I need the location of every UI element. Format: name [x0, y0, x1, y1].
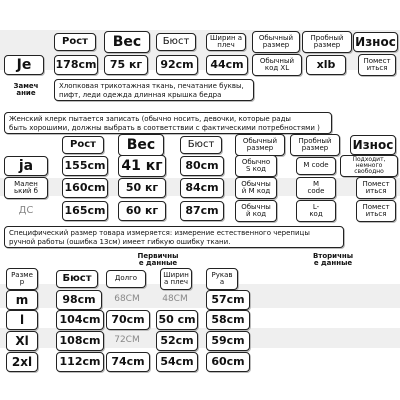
t2-row3-wear: Помест иться	[356, 200, 396, 222]
t2-row1-weight: 41 кг	[118, 155, 166, 177]
t3-header-size: Разме р	[6, 268, 38, 290]
t1-note-label: Замеч ание	[13, 81, 39, 97]
t1-wear-value: Помест иться	[358, 54, 396, 76]
t3-row2-shoulder: 50 cm	[156, 310, 198, 330]
t3-intro-text: Специфический размер товара измеряется: измерение естественного черепицы ручной работы (ошибка 13см) имеет гибкую ошибку ткани.	[4, 226, 344, 248]
t1-header-wear: Износ	[353, 32, 398, 52]
t3-header-shoulder: Ширин а плеч	[160, 268, 192, 290]
t2-row1-bust: 80cm	[180, 156, 224, 176]
t3-header-sleeve: Рукав а	[206, 268, 238, 290]
t2-header-height: Рост	[62, 136, 104, 154]
t3-group-primary: Первичны е данные	[137, 251, 179, 267]
t1-bust-value: 92cm	[156, 55, 198, 75]
t3-row4-size: 2xl	[6, 352, 38, 372]
t3-row1-shoulder: 48CM	[162, 294, 188, 305]
t3-row1-sleeve: 57cm	[206, 290, 250, 310]
t1-trial-size-value: xlb	[306, 55, 346, 75]
t3-row2-bust: 104cm	[56, 310, 104, 330]
t3-row1-length: 68CM	[114, 294, 140, 305]
t2-row3-trial: L- код	[296, 200, 336, 222]
t2-row2-bust: 84cm	[180, 178, 224, 198]
t2-header-wear: Износ	[350, 135, 396, 155]
t2-row2-name: Мален ький б	[4, 177, 48, 199]
t1-normal-size-value: Обычный код XL	[252, 54, 302, 76]
t1-header-bust: Бюст	[156, 33, 196, 51]
t2-intro-text: Женский клерк пытается записать (обычно носить, девочки, которые рады быть хорошими, должны выбрать в соответствии с фактическими потребностями )	[4, 112, 332, 134]
t2-row2-weight: 50 кг	[118, 178, 166, 198]
t2-row3-normal: Обычны й код	[235, 200, 277, 222]
t3-row3-bust: 108cm	[56, 331, 104, 351]
t2-row3-bust: 87cm	[180, 201, 224, 221]
t3-row4-length: 74cm	[106, 352, 150, 372]
t2-row1-name: ja	[4, 156, 48, 176]
t3-row1-bust: 98cm	[56, 290, 102, 310]
t1-weight-value: 75 кг	[104, 55, 148, 75]
t2-row2-height: 160cm	[62, 178, 108, 198]
t1-shoulder-value: 44cm	[206, 55, 248, 75]
t2-row3-name: ДС	[18, 204, 34, 216]
t2-row2-trial: M code	[296, 177, 336, 199]
t3-header-length: Долго	[106, 270, 146, 288]
t2-row1-wear: Подходит, немного свободно	[340, 155, 398, 177]
t2-header-bust: Бюст	[180, 136, 222, 154]
t3-row1-size: m	[6, 290, 38, 310]
t3-row4-sleeve: 60cm	[206, 352, 250, 372]
t3-row2-sleeve: 58cm	[206, 310, 250, 330]
t1-height-value: 178cm	[54, 55, 98, 75]
t3-group-secondary: Вторичны е данные	[312, 251, 354, 267]
t2-header-normal-size: Обычный размер	[235, 134, 285, 156]
t3-row3-sleeve: 59cm	[206, 331, 250, 351]
t1-model-name: Je	[4, 55, 44, 75]
t3-row3-size: Xl	[6, 331, 38, 351]
t3-row4-bust: 112cm	[56, 352, 104, 372]
t3-row2-length: 70cm	[106, 310, 150, 330]
t1-header-weight: Вес	[104, 31, 150, 53]
t2-header-weight: Вес	[118, 134, 164, 156]
t2-header-trial-size: Пробный размер	[290, 134, 340, 156]
t3-row4-shoulder: 54cm	[156, 352, 198, 372]
t1-note-text: Хлопковая трикотажная ткань, печатание буквы, пифт, леди одежда длинная крышка бедра	[54, 79, 254, 101]
t2-row3-height: 165cm	[62, 201, 108, 221]
t1-header-shoulder: Ширин а плеч	[206, 33, 246, 51]
t3-header-bust: Бюст	[56, 270, 98, 288]
t1-header-trial-size: Пробный размер	[302, 31, 352, 53]
t1-header-normal-size: Обычный размер	[252, 31, 300, 53]
t2-row1-height: 155cm	[62, 156, 108, 176]
t2-row2-normal: Обычны й М код	[235, 177, 277, 199]
t2-row1-normal: Обычно S код	[235, 155, 277, 177]
t3-row2-size: l	[6, 310, 38, 330]
t2-row1-trial: M code	[296, 157, 336, 175]
t2-row3-weight: 60 кг	[118, 201, 166, 221]
t3-row3-length: 72CM	[114, 335, 140, 346]
t1-header-height: Рост	[54, 33, 96, 51]
t2-row2-wear: Помест иться	[356, 177, 396, 199]
t3-row3-shoulder: 52cm	[156, 331, 198, 351]
